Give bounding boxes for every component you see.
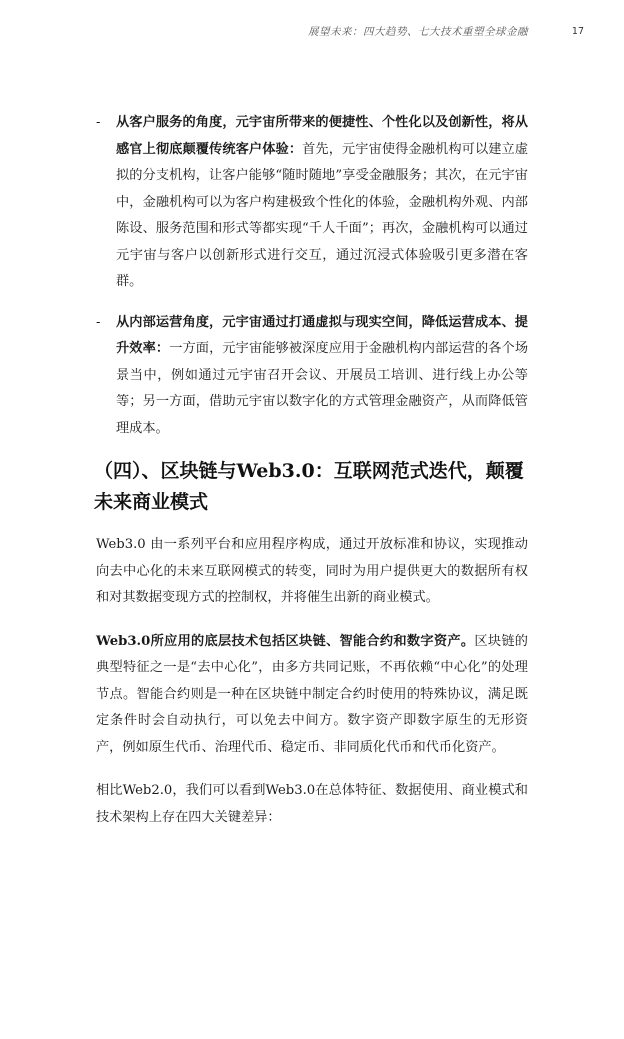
paragraph-body-text: 相比Web2.0，我们可以看到Web3.0在总体特征、数据使用、商业模式和技术架构上存在四大关键差异： — [96, 783, 528, 825]
paragraph-web3-intro — [96, 532, 528, 612]
paragraph-web2-comparison — [96, 778, 528, 831]
bullet-item-customer-service — [96, 110, 528, 296]
paragraph-body-text: Web3.0 由一系列平台和应用程序构成，通过开放标准和协议，实现推动向去中心化的未来互联网模式的转变，同时为用户提供更大的数据所有权和对其数据变现方式的控制权，并将催生出新的商业模式。 — [96, 537, 528, 605]
bullet-lead-text: 从内部运营角度，元宇宙通过打通虚拟与现实空间，降低运营成本、提升效率： — [116, 314, 528, 356]
bullet-item-internal-operations — [96, 310, 528, 443]
page-number: 17 — [571, 26, 584, 37]
bullet-marker: - — [96, 115, 101, 130]
bullet-lead-text: 从客户服务的角度，元宇宙所带来的便捷性、个性化以及创新性，将从感官上彻底颠覆传统客户体验： — [116, 115, 528, 157]
bullet-body-text: 一方面，元宇宙能够被深度应用于金融机构内部运营的各个场景当中，例如通过元宇宙召开会议、开展员工培训、进行线上办公等等；另一方面，借助元宇宙以数字化的方式管理金融资产，从而降低管理成本。 — [116, 341, 529, 436]
page-header — [0, 24, 624, 44]
page-body — [96, 110, 528, 848]
section-heading: （四）、区块链与Web3.0：互联网范式迭代，颠覆未来商业模式 — [94, 460, 524, 513]
running-header-title: 展望未来：四大趋势、七大技术重塑全球金融 — [308, 26, 528, 38]
paragraph-body-text: 区块链的典型特征之一是“去中心化”，由多方共同记账，不再依赖“中心化”的处理节点。智能合约则是一种在区块链中制定合约时使用的特殊协议，满足既定条件时会自动执行，可以免去中间方。数字资产即数字原生的无形资产，例如原生代币、治理代币、稳定币、非同质化代币和代币化资产。 — [96, 633, 528, 755]
bullet-body-text: 首先，元宇宙使得金融机构可以建立虚拟的分支机构，让客户能够“随时随地”享受金融服务；其次，在元宇宙中，金融机构可以为客户构建极致个性化的体验，金融机构外观、内部陈设、服务范围和形式等都实现“千人千面”；再次，金融机构可以通过元宇宙与客户以创新形式进行交互，通过沉浸式体验吸引更多潜在客群。 — [116, 141, 529, 289]
paragraph-underlying-tech — [96, 629, 528, 762]
paragraph-lead-text: Web3.0所应用的底层技术包括区块链、智能合约和数字资产。 — [96, 633, 475, 649]
bullet-marker: - — [96, 314, 101, 330]
